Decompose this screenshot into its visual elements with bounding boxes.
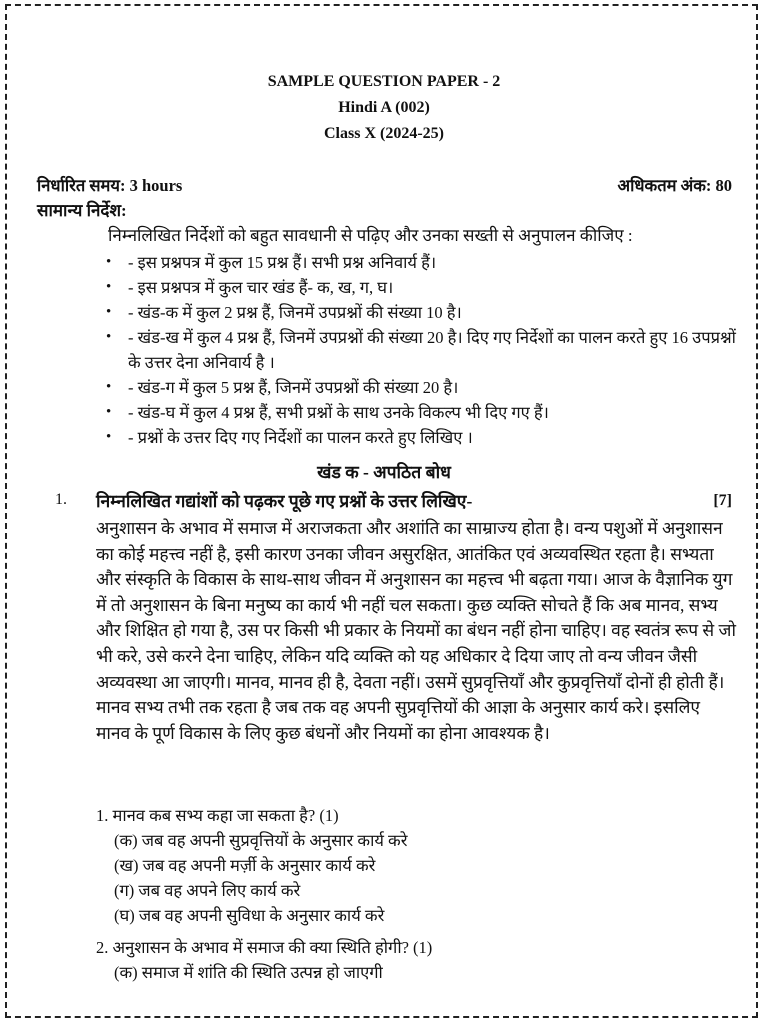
general-instructions-heading: सामान्य निर्देश: bbox=[37, 201, 127, 220]
bullet-icon: • bbox=[106, 254, 112, 270]
maximum-marks: अधिकतम अंक: 80 bbox=[617, 176, 732, 195]
option-ka: (क) समाज में शांति की स्थिति उत्पन्न हो जाएगी bbox=[114, 963, 383, 982]
question-title: निम्नलिखित गद्यांशों को पढ़कर पूछे गए प्रश्नों के उत्तर लिखिए- bbox=[96, 491, 473, 511]
passage-text: अनुशासन के अभाव में समाज में अराजकता और अशांति का साम्राज्य होता है। वन्य पशुओं में अनुशासन का कोई महत्त्व नहीं है, इसी कारण उनका जीवन असुरक्षित, आतंकित एवं अव्यवस्थित रहता है। सभ्यता और संस्कृति के विकास के साथ-साथ जीवन में अनुशासन का महत्त्व भी बढ़ता गया। आज के वैज्ञानिक युग में तो अनुशासन के बिना मनुष्य का कार्य भी नहीं चल सकता। कुछ व्यक्ति सोचते हैं कि अब मानव, सभ्य और शिक्षित हो गया है, उस पर किसी भी प्रकार के नियमों का बंधन नहीं होना चाहिए। वह स्वतंत्र रूप से जो भी करे, उसे करने देना चाहिए, लेकिन यदि व्यक्ति को यह अधिकार दे दिया जाए तो वन्य जीवन जैसी अव्यवस्था आ जाएगी। मानव, मानव ही है, देवता नहीं। उसमें सुप्रवृत्तियाँ और कुप्रवृत्तियाँ दोनों ही होती हैं। मानव सभ्य तभी तक रहता है जब तक वह अपनी सुप्रवृत्तियों की आज्ञा के अनुसार कार्य करे। इसलिए मानव के पूर्ण विकास के लिए कुछ बंधनों और नियमों का होना आवश्यक है। bbox=[96, 518, 736, 743]
time-allowed: निर्धारित समय: 3 hours bbox=[37, 176, 183, 195]
bullet-icon: • bbox=[106, 404, 112, 420]
bullet-icon: • bbox=[106, 429, 112, 445]
list-item: • - प्रश्नों के उत्तर दिए गए निर्देशों का पालन करते हुए लिखिए । bbox=[88, 425, 736, 450]
bullet-icon: • bbox=[106, 379, 112, 395]
list-item: • - खंड-क में कुल 2 प्रश्न हैं, जिनमें उपप्रश्नों की संख्या 10 है। bbox=[88, 300, 736, 325]
option-ga: (ग) जब वह अपने लिए कार्य करे bbox=[114, 881, 301, 900]
paper-title: SAMPLE QUESTION PAPER - 2 bbox=[267, 73, 501, 90]
option-ka: (क) जब वह अपनी सुप्रवृत्तियों के अनुसार कार्य करे bbox=[114, 831, 408, 850]
option-gha: (घ) जब वह अपनी सुविधा के अनुसार कार्य करे bbox=[114, 906, 385, 925]
bullet-icon: • bbox=[106, 279, 112, 295]
list-item: • - खंड-ख में कुल 4 प्रश्न हैं, जिनमें उपप्रश्नों की संख्या 20 है। दिए गए निर्देशों का पालन करते हुए 16 उपप्रश्नों के उत्तर देना अनिवार्य है । bbox=[88, 325, 736, 375]
list-item: • - इस प्रश्नपत्र में कुल चार खंड हैं- क, ख, ग, घ। bbox=[88, 275, 736, 300]
instructions-intro: निम्नलिखित निर्देशों को बहुत सावधानी से पढ़िए और उनका सख्ती से अनुपालन कीजिए : bbox=[108, 226, 633, 245]
bullet-icon: • bbox=[106, 329, 112, 345]
paper-subject: Hindi A (002) bbox=[338, 99, 430, 116]
instructions-list bbox=[88, 250, 736, 450]
paper-class: Class X (2024-25) bbox=[324, 125, 444, 142]
bullet-icon: • bbox=[106, 304, 112, 320]
sub-question-1: 1. मानव कब सभ्य कहा जा सकता है? (1) bbox=[96, 806, 339, 825]
question-marks: [7] bbox=[713, 492, 732, 509]
meta-row bbox=[37, 173, 732, 197]
option-kha: (ख) जब वह अपनी मर्ज़ी के अनुसार कार्य करे bbox=[114, 856, 376, 875]
list-item: • - इस प्रश्नपत्र में कुल 15 प्रश्न हैं। सभी प्रश्न अनिवार्य हैं। bbox=[88, 250, 736, 275]
section-heading: खंड क - अपठित बोध bbox=[317, 462, 451, 482]
sub-question-2: 2. अनुशासन के अभाव में समाज की क्या स्थिति होगी? (1) bbox=[96, 938, 433, 957]
list-item: • - खंड-ग में कुल 5 प्रश्न हैं, जिनमें उपप्रश्नों की संख्या 20 है। bbox=[88, 375, 736, 400]
list-item: • - खंड-घ में कुल 4 प्रश्न हैं, सभी प्रश्नों के साथ उनके विकल्प भी दिए गए हैं। bbox=[88, 400, 736, 425]
question-number: 1. bbox=[55, 491, 67, 508]
